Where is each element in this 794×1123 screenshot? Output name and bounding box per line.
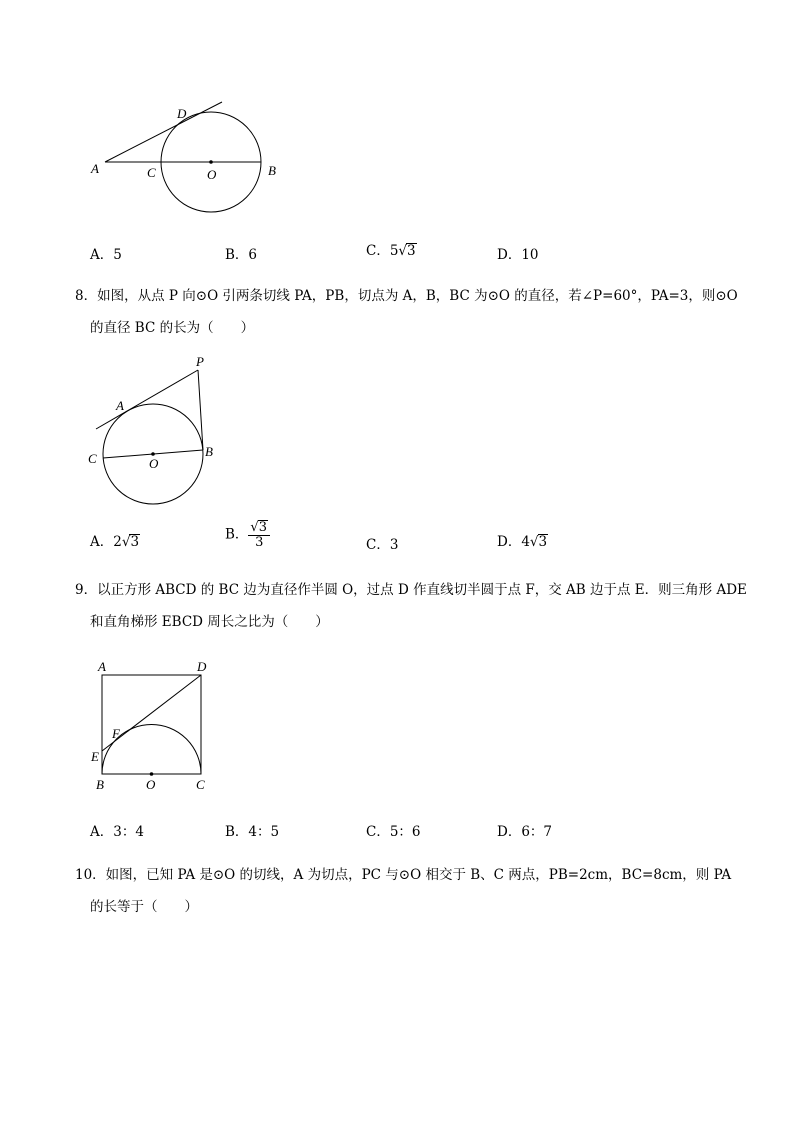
q9-option-d[interactable]: [497, 820, 552, 840]
q8-option-d-text: D．4: [497, 534, 530, 550]
tangent-ad: [105, 102, 222, 162]
label-o: O: [146, 777, 156, 792]
q10-stem-line2: 的长等于（ ）: [90, 899, 198, 915]
label-f: F: [112, 726, 120, 741]
sqrt-sign: √: [250, 520, 259, 535]
q7-option-b[interactable]: [225, 243, 257, 263]
sqrt-sign: √: [121, 534, 131, 550]
q8-option-a-text: A．2: [90, 534, 122, 550]
tangent-pa: [96, 370, 198, 429]
q9-option-a-text: A．3：4: [90, 824, 144, 840]
label-d: D: [177, 106, 187, 121]
q7-option-c[interactable]: [366, 239, 417, 259]
q9-option-c[interactable]: [366, 820, 421, 840]
q8-option-b-radicand: 3: [258, 520, 267, 535]
fraction-numerator: [248, 520, 270, 536]
fraction: [248, 520, 270, 550]
q7-option-c-text: C．5: [366, 243, 399, 259]
sqrt-sign: √: [398, 243, 408, 259]
q8-option-a-radicand: 3: [130, 534, 140, 550]
q9-stem-line2: 和直角梯形 EBCD 周长之比为（ ）: [90, 614, 329, 630]
label-a: A: [91, 161, 99, 176]
q7-option-b-text: B．6: [225, 247, 258, 263]
q7-option-a[interactable]: [90, 243, 122, 263]
center-point: [150, 772, 154, 776]
figure-q8: [80, 350, 230, 510]
label-o: O: [149, 456, 159, 471]
label-a: A: [116, 398, 124, 413]
figure-q7: [80, 95, 300, 225]
label-b: B: [96, 777, 104, 792]
q8-stem-line2: 的直径 BC 的长为（ ）: [90, 320, 255, 336]
label-p: P: [196, 354, 204, 369]
q10-stem-line1: 10．如图，已知 PA 是⊙O 的切线，A 为切点，PC 与⊙O 相交于 B、C 两点，PB=2cm，BC=8cm，则 PA: [75, 867, 732, 883]
q7-option-d[interactable]: [497, 243, 539, 263]
q7-option-c-radicand: 3: [407, 243, 416, 259]
label-o: O: [207, 167, 217, 182]
q9-option-d-text: D．6：7: [497, 824, 553, 840]
q8-stem-line1: 8．如图，从点 P 向⊙O 引两条切线 PA，PB，切点为 A，B，BC 为⊙O 的直径，若∠P=60°，PA=3，则⊙O: [75, 288, 738, 304]
label-a: A: [98, 659, 106, 674]
q9-option-c-text: C．5：6: [366, 824, 421, 840]
label-d: D: [197, 659, 207, 674]
q8-option-b-text: B．: [225, 526, 249, 543]
label-e: E: [91, 749, 99, 764]
q8-option-c[interactable]: [366, 533, 398, 553]
label-b: B: [268, 163, 276, 178]
q7-option-a-text: A．5: [90, 247, 122, 263]
q9-option-a[interactable]: [90, 820, 144, 840]
figure-q9: [85, 655, 225, 800]
center-point: [209, 160, 213, 164]
fraction-denominator: 3: [255, 535, 264, 550]
q9-stem-line1: 9．以正方形 ABCD 的 BC 边为直径作半圆 O，过点 D 作直线切半圆于点 F，交 AB 边于点 E．则三角形 ADE: [75, 582, 747, 598]
q7-option-d-text: D．10: [497, 247, 539, 263]
q8-option-d[interactable]: [497, 530, 548, 550]
label-b: B: [205, 444, 213, 459]
label-c: C: [147, 165, 156, 180]
q8-option-b[interactable]: [225, 520, 270, 550]
q9-option-b[interactable]: [225, 820, 279, 840]
label-c: C: [196, 777, 205, 792]
q8-option-a[interactable]: [90, 530, 140, 550]
q8-option-c-text: C．3: [366, 537, 399, 553]
label-c: C: [88, 451, 97, 466]
sqrt-sign: √: [529, 534, 539, 550]
q8-option-d-radicand: 3: [538, 534, 548, 550]
q9-option-b-text: B．4：5: [225, 824, 280, 840]
